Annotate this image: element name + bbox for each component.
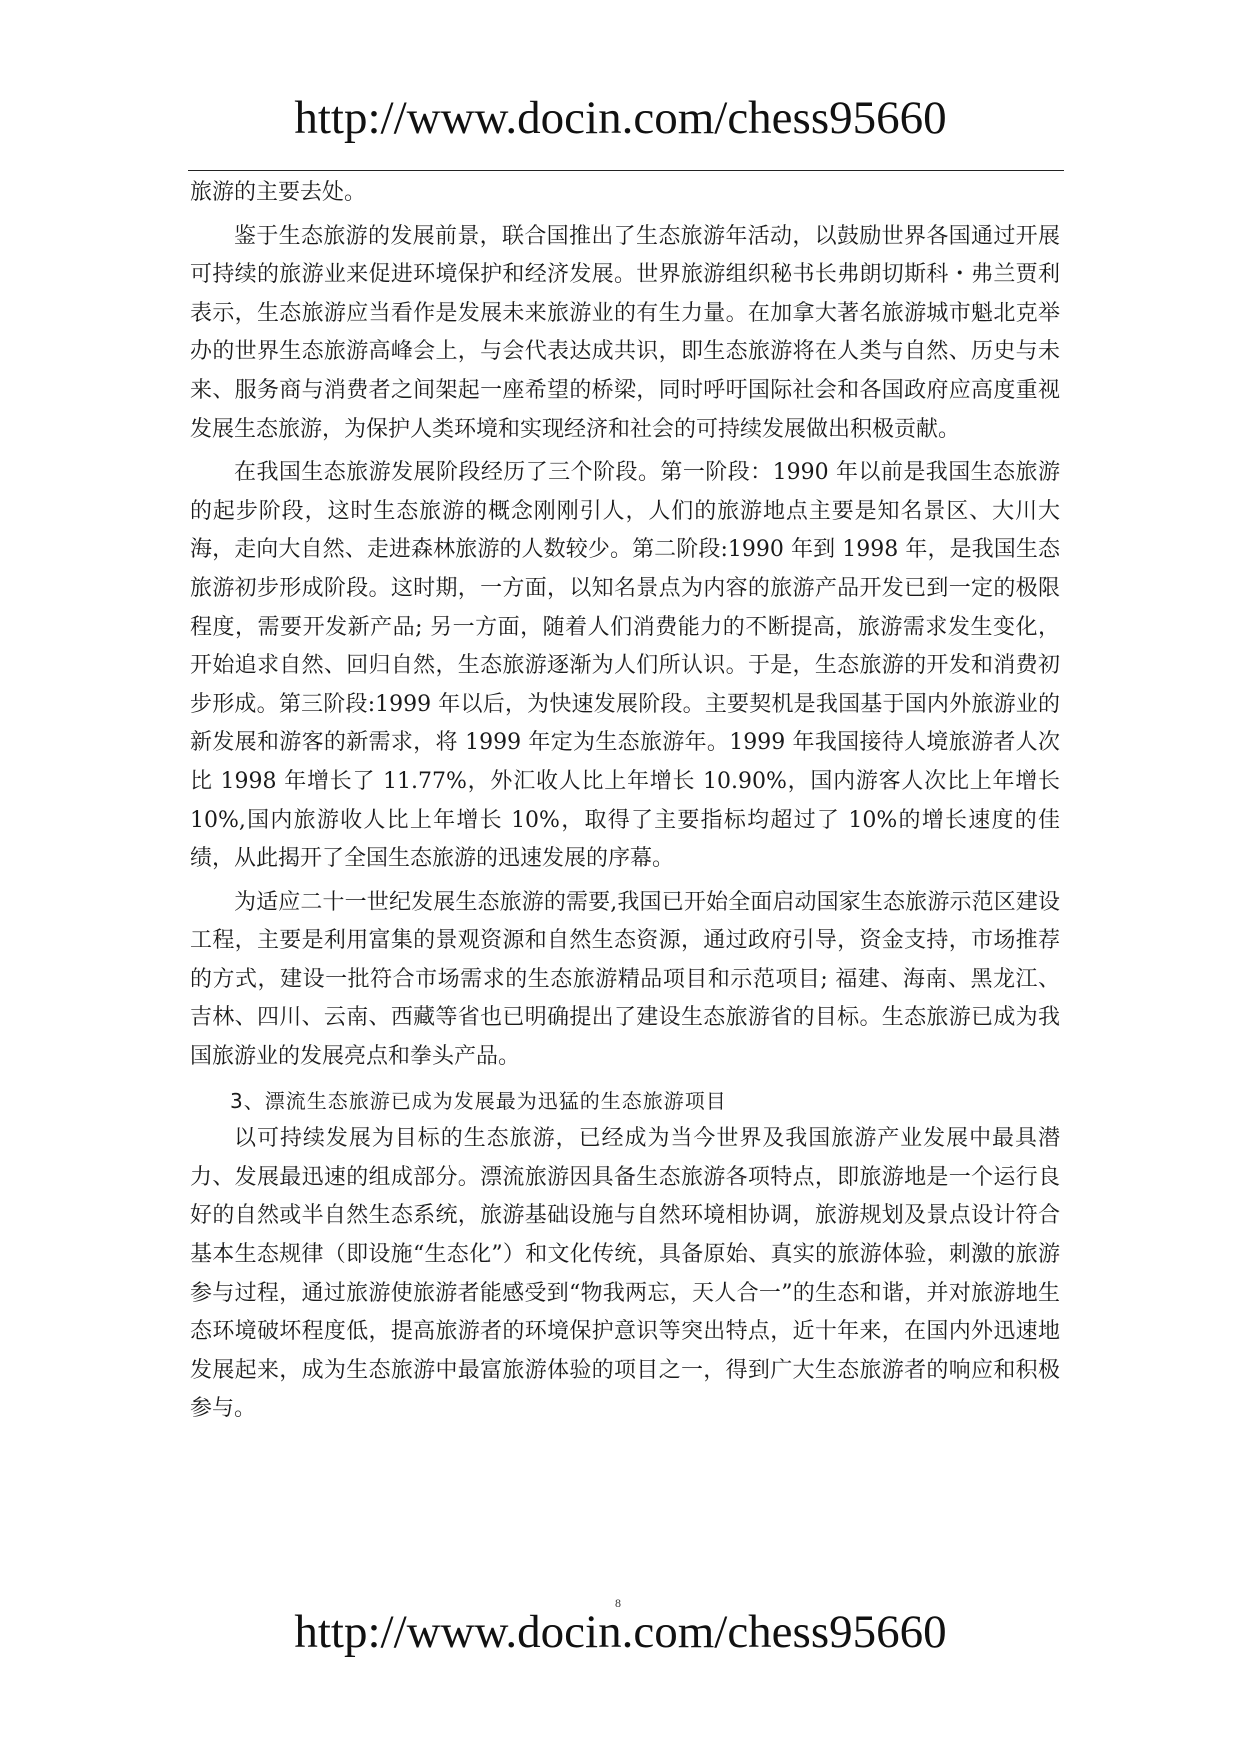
header-divider <box>188 170 1064 171</box>
header-watermark-url: http://www.docin.com/chess95660 <box>294 92 947 144</box>
paragraph-development-stages: 在我国生态旅游发展阶段经历了三个阶段。第一阶段：1990 年以前是我国生态旅游的起步阶段，这时生态旅游的概念刚刚引人，人们的旅游地点主要是知名景区、大川大海，走向大自然、走进森林旅游的人数较少。第二阶段:1990 年到 1998 年，是我国生态旅游初步形成阶段。这时期，一方面，以知名景点为内容的旅游产品开发已到一定的极限程度，需要开发新产品; 另一方面，随着人们消费能力的不断提高，旅游需求发生变化，开始追求自然、回归自然，生态旅游逐渐为人们所认识。于是，生态旅游的开发和消费初步形成。第三阶段:1999 年以后，为快速发展阶段。主要契机是我国基于国内外旅游业的新发展和游客的新需求，将 1999 年定为生态旅游年。1999 年我国接待人境旅游者人次比 1998 年增长了 11.77%，外汇收人比上年增长 10.90%，国内游客人次比上年增长 10%,国内旅游收人比上年增长 10%，取得了主要指标均超过了 10%的增长速度的佳绩，从此揭开了全国生态旅游的迅速发展的序幕。 <box>190 460 1060 872</box>
section-heading-rafting: 3、漂流生态旅游已成为发展最为迅猛的生态旅游项目 <box>230 1088 727 1113</box>
paragraph-eco-tourism-year: 鉴于生态旅游的发展前景，联合国推出了生态旅游年活动，以鼓励世界各国通过开展可持续的旅游业来促进环境保护和经济发展。世界旅游组织秘书长弗朗切斯科・弗兰贾利表示，生态旅游应当看作是发展未来旅游业的有生力量。在加拿大著名旅游城市魁北克举办的世界生态旅游高峰会上，与会代表达成共识，即生态旅游将在人类与自然、历史与未来、服务商与消费者之间架起一座希望的桥梁，同时呼吁国际社会和各国政府应高度重视发展生态旅游，为保护人类环境和实现经济和社会的可持续发展做出积极贡献。 <box>190 223 1060 442</box>
page-number: 8 <box>615 1596 621 1610</box>
footer-watermark-url: http://www.docin.com/chess95660 <box>294 1606 947 1658</box>
paragraph-rafting-tourism: 以可持续发展为目标的生态旅游，已经成为当今世界及我国旅游产业发展中最具潜力、发展最迅速的组成部分。漂流旅游因具备生态旅游各项特点，即旅游地是一个运行良好的自然或半自然生态系统，旅游基础设施与自然环境相协调，旅游规划及景点设计符合基本生态规律（即设施“生态化”）和文化传统，具备原始、真实的旅游体验，刺激的旅游参与过程，通过旅游使旅游者能感受到“物我两忘，天人合一”的生态和谐，并对旅游地生态环境破坏程度低，提高旅游者的环境保护意识等突出特点，近十年来，在国内外迅速地发展起来，成为生态旅游中最富旅游体验的项目之一，得到广大生态旅游者的响应和积极参与。 <box>190 1126 1060 1422</box>
document-body <box>190 174 1060 1429</box>
paragraph-continuation: 旅游的主要去处。 <box>190 180 367 205</box>
paragraph-demonstration-zones: 为适应二十一世纪发展生态旅游的需要,我国已开始全面启动国家生态旅游示范区建设工程，主要是利用富集的景观资源和自然生态资源，通过政府引导，资金支持，市场推荐的方式，建设一批符合市场需求的生态旅游精品项目和示范项目; 福建、海南、黑龙江、吉林、四川、云南、西藏等省也已明确提出了建设生态旅游省的目标。生态旅游已成为我国旅游业的发展亮点和拳头产品。 <box>190 889 1060 1070</box>
